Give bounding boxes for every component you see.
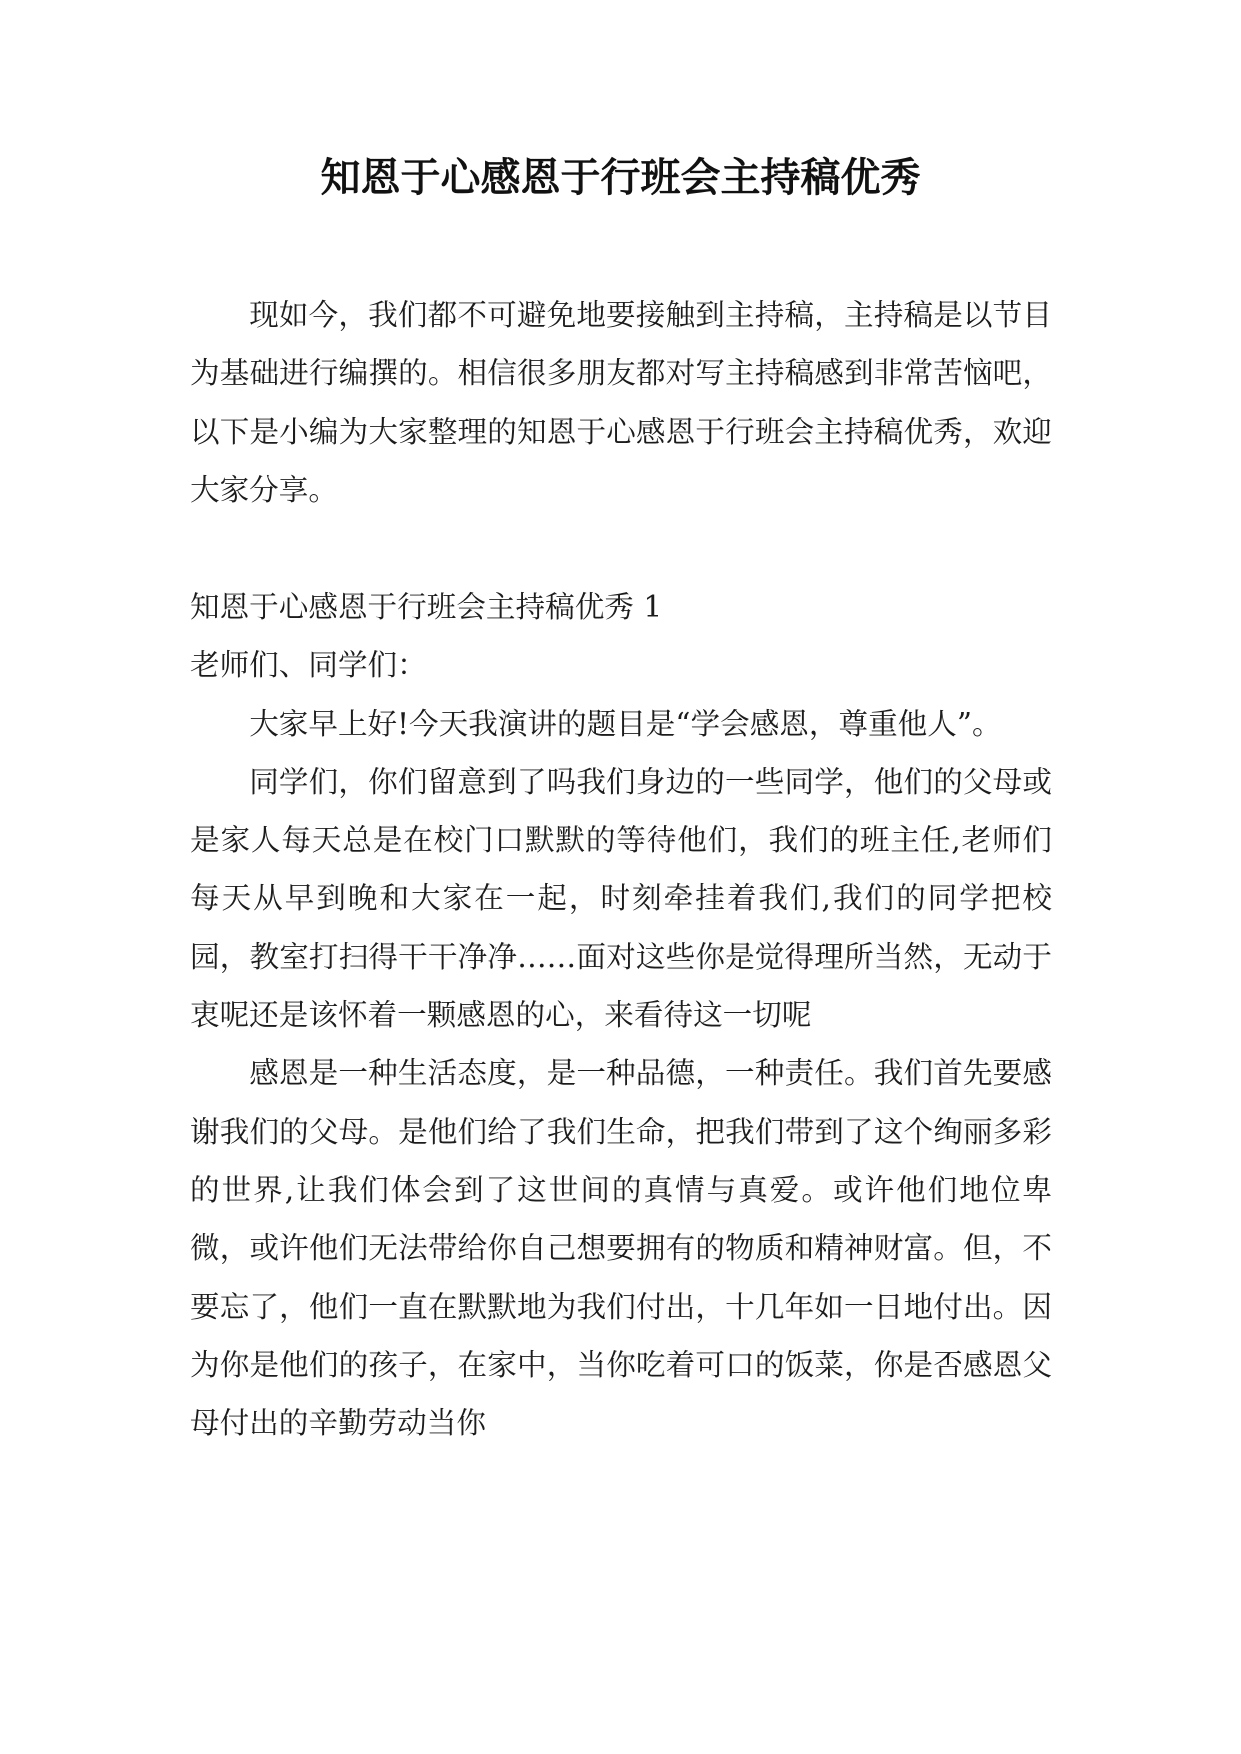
section-block [190, 578, 1052, 1452]
intro-paragraph: 现如今，我们都不可避免地要接触到主持稿，主持稿是以节目为基础进行编撰的。相信很多朋友都对写主持稿感到非常苦恼吧，以下是小编为大家整理的知恩于心感恩于行班会主持稿优秀，欢迎大家分享。 [190, 298, 1052, 507]
body-paragraph: 感恩是一种生活态度，是一种品德，一种责任。我们首先要感谢我们的父母。是他们给了我们生命，把我们带到了这个绚丽多彩的世界,让我们体会到了这世间的真情与真爱。或许他们地位卑微，或许他们无法带给你自己想要拥有的物质和精神财富。但，不要忘了，他们一直在默默地为我们付出，十几年如一日地付出。因为你是他们的孩子，在家中，当你吃着可口的饭菜，你是否感恩父母付出的辛勤劳动当你 [190, 1056, 1052, 1441]
body-paragraph: 同学们，你们留意到了吗我们身边的一些同学，他们的父母或是家人每天总是在校门口默默的等待他们，我们的班主任,老师们每天从早到晚和大家在一起，时刻牵挂着我们,我们的同学把校园，教室打扫得干干净净……面对这些你是觉得理所当然，无动于衷呢还是该怀着一颗感恩的心，来看待这一切呢 [190, 764, 1052, 1033]
body-paragraph: 大家早上好!今天我演讲的题目是“学会感恩，尊重他人”。 [249, 706, 1002, 741]
intro-block [190, 286, 1052, 519]
section-heading: 知恩于心感恩于行班会主持稿优秀 1 [190, 590, 663, 624]
greeting-line: 老师们、同学们： [190, 648, 427, 683]
document-title: 知恩于心感恩于行班会主持稿优秀 [320, 155, 921, 201]
